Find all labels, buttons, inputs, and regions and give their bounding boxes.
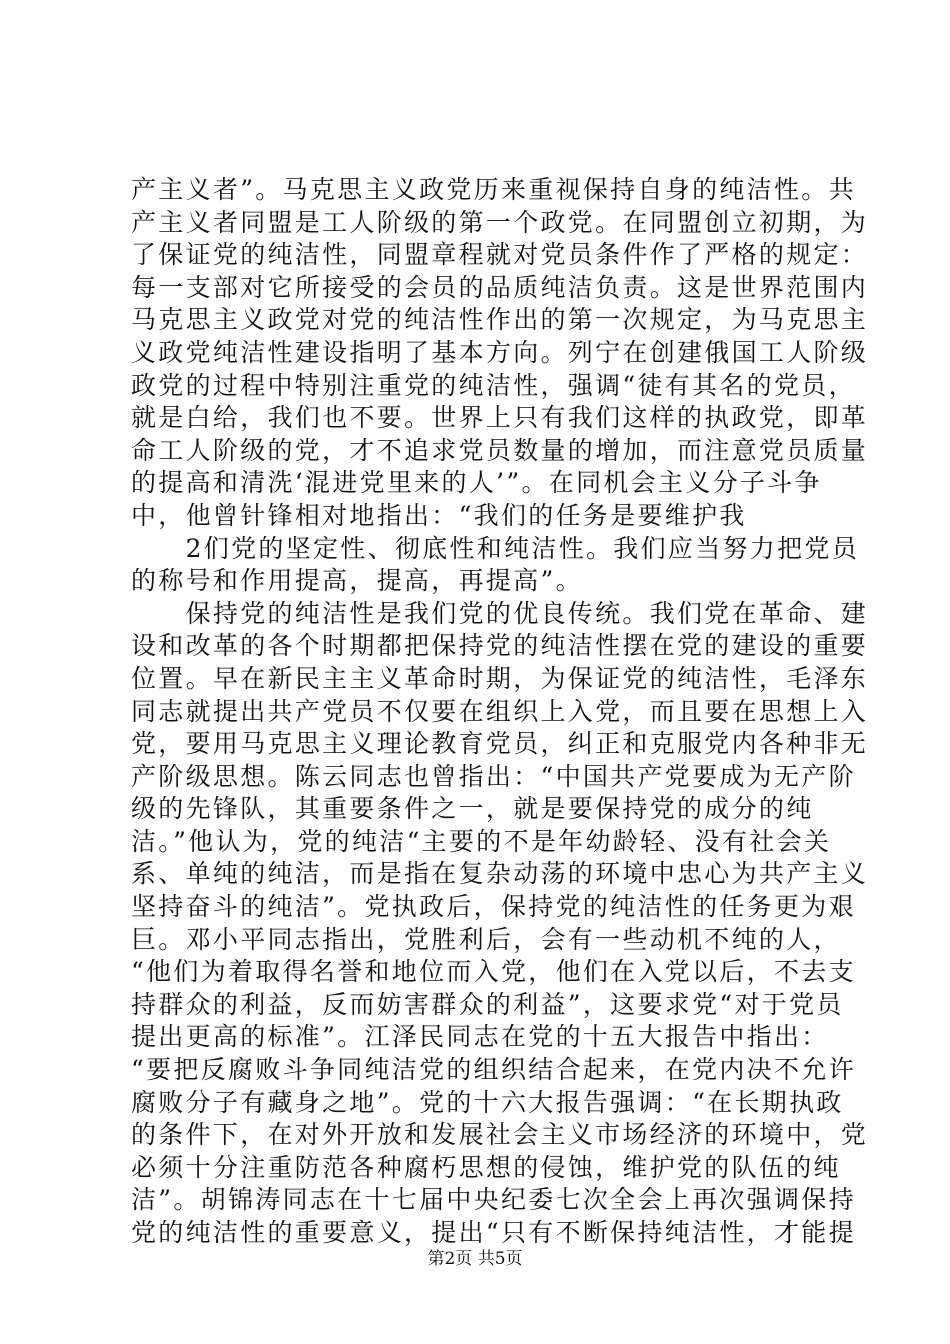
text-line: 的提高和清洗‘混进党里来的人’”。在同机会主义分子斗争 xyxy=(131,468,822,498)
text-line: 每一支部对它所接受的会员的品质纯洁负责。这是世界范围内 xyxy=(131,272,869,302)
text-line: 的条件下，在对外开放和发展社会主义市场经济的环境中，党 xyxy=(131,1120,869,1150)
text-line: 了保证党的纯洁性，同盟章程就对党员条件作了严格的规定： xyxy=(131,240,869,270)
text-line: “要把反腐败斗争同纯洁党的组织结合起来，在党内决不允许 xyxy=(131,1055,856,1085)
text-line: 洁”。胡锦涛同志在十七届中央纪委七次全会上再次强调保持 xyxy=(131,1185,856,1215)
text-line: 就是白给，我们也不要。世界上只有我们这样的执政党，即革 xyxy=(131,403,869,433)
body-text xyxy=(131,174,869,1250)
text-line: 2们党的坚定性、彻底性和纯洁性。我们应当努力把党员 xyxy=(131,533,860,563)
text-line: 级的先锋队，其重要条件之一，就是要保持党的成分的纯 xyxy=(131,794,814,824)
text-line: “他们为着取得名誉和地位而入党，他们在入党以后，不去支 xyxy=(131,957,856,987)
text-line: 党的纯洁性的重要意义，提出“只有不断保持纯洁性，才能提 xyxy=(131,1218,856,1247)
text-line: 产阶级思想。陈云同志也曾指出：“中国共产党要成为无产阶 xyxy=(131,761,856,791)
text-line: 必须十分注重防范各种腐朽思想的侵蚀，维护党的队伍的纯 xyxy=(131,1152,841,1182)
text-line: 义政党纯洁性建设指明了基本方向。列宁在创建俄国工人阶级 xyxy=(131,337,869,367)
text-line: 坚持奋斗的纯洁”。党执政后，保持党的纯洁性的任务更为艰 xyxy=(131,892,856,922)
text-line: 产主义者同盟是工人阶级的第一个政党。在同盟创立初期，为 xyxy=(131,207,869,237)
text-line: 腐败分子有藏身之地”。党的十六大报告强调：“在长期执政 xyxy=(131,1087,844,1117)
text-line: 洁。”他认为，党的纯洁“主要的不是年幼龄轻、没有社会关 xyxy=(131,826,832,856)
text-line: 系、单纯的纯洁，而是指在复杂动荡的环境中忠心为共产主义 xyxy=(131,859,869,889)
text-line: 政党的过程中特别注重党的纯洁性，强调“徒有其名的党员， xyxy=(131,370,856,400)
text-line: 同志就提出共产党员不仅要在组织上入党，而且要在思想上入 xyxy=(131,696,869,726)
text-line: 命工人阶级的党，才不追求党员数量的增加，而注意党员质量 xyxy=(131,435,869,465)
text-line: 产主义者”。马克思主义政党历来重视保持自身的纯洁性。共 xyxy=(131,175,856,204)
text-line: 提出更高的标准”。江泽民同志在党的十五大报告中指出： xyxy=(131,1022,829,1052)
text-line: 巨。邓小平同志指出，党胜利后，会有一些动机不纯的人， xyxy=(131,924,841,954)
text-line: 中，他曾针锋相对地指出：“我们的任务是要维护我 xyxy=(131,500,747,530)
text-line: 党，要用马克思主义理论教育党员，纠正和克服党内各种非无 xyxy=(131,729,869,759)
text-line: 设和改革的各个时期都把保持党的纯洁性摆在党的建设的重要 xyxy=(131,631,869,661)
text-line: 的称号和作用提高，提高，再提高”。 xyxy=(131,566,583,596)
text-line: 位置。早在新民主主义革命时期，为保证党的纯洁性，毛泽东 xyxy=(131,663,869,693)
text-line: 持群众的利益，反而妨害群众的利益”，这要求党“对于党员 xyxy=(131,989,844,1019)
text-line: 马克思主义政党对党的纯洁性作出的第一次规定，为马克思主 xyxy=(131,305,869,335)
text-line: 保持党的纯洁性是我们党的优良传统。我们党在革命、建 xyxy=(131,598,869,628)
page-number-footer: 第2页 共5页 xyxy=(427,1249,523,1269)
